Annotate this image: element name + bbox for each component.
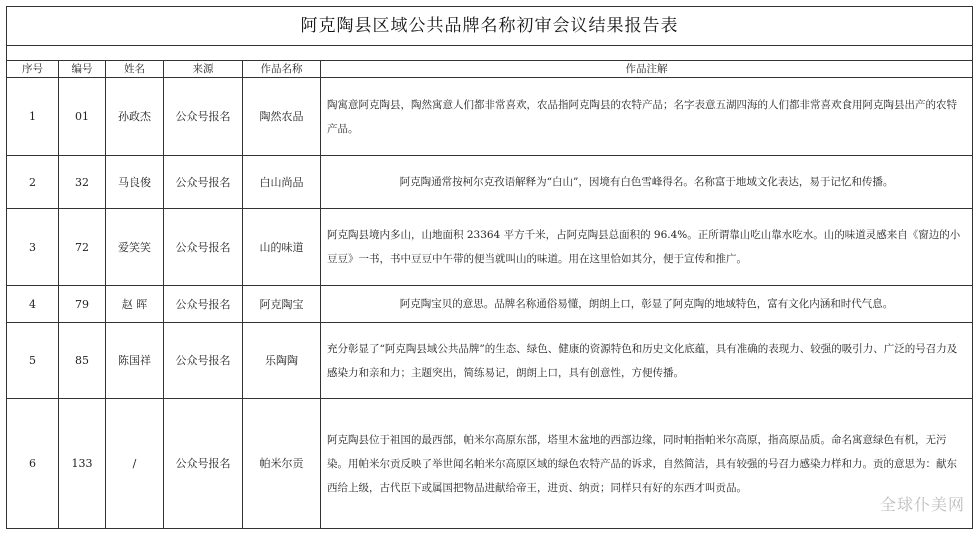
table-row (7, 209, 973, 286)
cell-code: 79 (59, 286, 106, 323)
header-work: 作品名称 (243, 61, 321, 78)
cell-name: 爱笑笑 (106, 209, 164, 286)
header-code: 编号 (59, 61, 106, 78)
table-row (7, 323, 973, 399)
header-note: 作品注解 (321, 61, 973, 78)
report-table (6, 6, 973, 529)
cell-note: 陶寓意阿克陶县，陶然寓意人们都非常喜欢，农品指阿克陶县的农特产品；名字表意五湖四海的人们都非常喜欢食用阿克陶县出产的农特产品。 (321, 78, 973, 156)
cell-note: 阿克陶通常按柯尔克孜语解释为“白山”，因境有白色雪峰得名。名称富于地域文化表达，易于记忆和传播。 (321, 156, 973, 209)
cell-source: 公众号报名 (164, 286, 243, 323)
cell-note: 充分彰显了“阿克陶县域公共品牌”的生态、绿色、健康的资源特色和历史文化底蕴，具有准确的表现力、较强的吸引力、广泛的号召力及感染力和亲和力；主题突出，简练易记，朗朗上口，具有创意性，方便传播。 (321, 323, 973, 399)
cell-code: 32 (59, 156, 106, 209)
table-row (7, 156, 973, 209)
header-source: 来源 (164, 61, 243, 78)
cell-seq: 6 (7, 399, 59, 529)
cell-note: 阿克陶县境内多山，山地面积 23364 平方千米，占阿克陶县总面积的 96.4%。正所谓靠山吃山靠水吃水。山的味道灵感来自《窗边的小豆豆》一书，书中豆豆中午带的便当就叫山的味道。用在这里恰如其分，便于宣传和推广。 (321, 209, 973, 286)
cell-work: 山的味道 (243, 209, 321, 286)
table-row (7, 286, 973, 323)
header-name: 姓名 (106, 61, 164, 78)
cell-seq: 5 (7, 323, 59, 399)
cell-seq: 3 (7, 209, 59, 286)
cell-seq: 2 (7, 156, 59, 209)
cell-name: 赵 晖 (106, 286, 164, 323)
cell-note: 阿克陶县位于祖国的最西部，帕米尔高原东部，塔里木盆地的西部边缘，同时帕指帕米尔高原，指高原品质。命名寓意绿色有机，无污染。用帕米尔贡反映了举世闻名帕米尔高原区域的绿色农特产品的诉求，自然简洁，具有较强的号召力感染力样和力。贡的意思为：献东西给上级，古代臣下或属国把物品进献给帝王，进贡、纳贡；同样只有好的东西才叫贡品。 (321, 399, 973, 529)
cell-work: 陶然农品 (243, 78, 321, 156)
page-title: 阿克陶县区域公共品牌名称初审会议结果报告表 (7, 7, 973, 46)
cell-note: 阿克陶宝贝的意思。品牌名称通俗易懂，朗朗上口，彰显了阿克陶的地域特色，富有文化内涵和时代气息。 (321, 286, 973, 323)
cell-seq: 1 (7, 78, 59, 156)
cell-work: 乐陶陶 (243, 323, 321, 399)
watermark: 全球仆美网 (879, 495, 965, 514)
spacer-row (7, 46, 973, 61)
cell-work: 白山尚品 (243, 156, 321, 209)
cell-name: 陈国祥 (106, 323, 164, 399)
cell-work: 阿克陶宝 (243, 286, 321, 323)
report-sheet (6, 6, 972, 546)
cell-code: 85 (59, 323, 106, 399)
table-header-row (7, 61, 973, 78)
cell-source: 公众号报名 (164, 156, 243, 209)
header-seq: 序号 (7, 61, 59, 78)
cell-source: 公众号报名 (164, 78, 243, 156)
cell-work: 帕米尔贡 (243, 399, 321, 529)
cell-seq: 4 (7, 286, 59, 323)
cell-source: 公众号报名 (164, 323, 243, 399)
cell-name: 孙政杰 (106, 78, 164, 156)
cell-source: 公众号报名 (164, 209, 243, 286)
table-row (7, 78, 973, 156)
cell-source: 公众号报名 (164, 399, 243, 529)
table-row (7, 399, 973, 529)
cell-code: 72 (59, 209, 106, 286)
cell-code: 01 (59, 78, 106, 156)
cell-name: 马良俊 (106, 156, 164, 209)
cell-code: 133 (59, 399, 106, 529)
cell-name: / (106, 399, 164, 529)
